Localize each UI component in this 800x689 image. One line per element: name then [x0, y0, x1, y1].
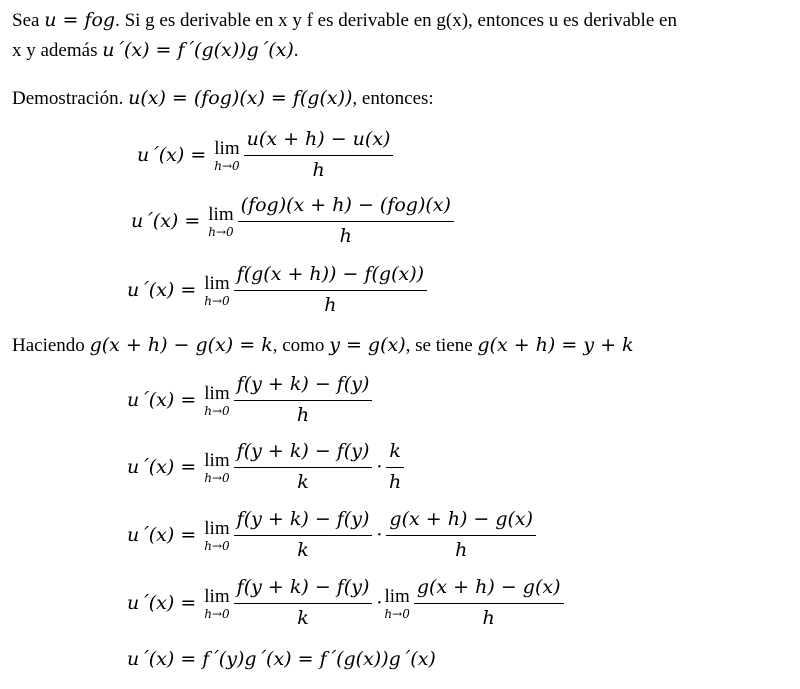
numerator: g(x + h) − g(x) [386, 508, 536, 536]
denominator: h [312, 158, 325, 181]
intro-line-2-prefix: x y además [12, 40, 103, 61]
fraction [238, 194, 454, 249]
haciendo-math-2: y = g(x) [329, 334, 406, 356]
numerator: k [386, 440, 404, 468]
demo-line [12, 86, 434, 111]
numerator: f(y + k) − f(y) [234, 576, 373, 604]
denominator: h [296, 403, 310, 426]
denominator: k [297, 606, 309, 629]
equation-lhs: u´(x) = [127, 592, 197, 614]
limit-word: lim [204, 585, 230, 607]
fraction [234, 263, 427, 318]
limit-word: lim [204, 449, 230, 471]
fraction [414, 576, 564, 631]
fraction [234, 576, 373, 631]
equation-lhs: u´(x) = [131, 210, 201, 232]
haciendo-text-1: Haciendo [12, 335, 90, 356]
equation-lhs: u´(x) = [137, 144, 207, 166]
haciendo-text-3: , se tiene [405, 335, 478, 356]
limit-word: lim [204, 517, 230, 539]
limit-word: lim [208, 203, 234, 225]
limit-word: lim [214, 137, 240, 159]
fraction [386, 440, 404, 495]
intro-line-2-suffix: . [293, 40, 299, 61]
fraction [386, 508, 536, 563]
multiplication-dot: · [376, 524, 383, 546]
equation-6 [127, 505, 538, 565]
final-equation: u´(x) = f´(y)g´(x) = f´(g(x))g´(x) [127, 648, 436, 670]
intro-line-2-math: u´(x) = f´(g(x))g´(x) [102, 39, 294, 61]
limit-subscript: h→0 [204, 606, 230, 621]
limit-subscript: h→0 [214, 158, 240, 173]
limit-subscript: h→0 [208, 224, 234, 239]
denominator: h [339, 224, 352, 247]
limit [204, 519, 229, 552]
intro-line-1-suffix: . Si g es derivable en x y f es derivable en g(x), entonces u es derivable en [115, 10, 677, 31]
intro-line-1-math: u = fog [44, 9, 116, 31]
demo-suffix: , entonces: [352, 88, 434, 109]
numerator: f(y + k) − f(y) [234, 508, 373, 536]
limit-subscript: h→0 [384, 606, 410, 621]
equation-4 [127, 370, 374, 430]
denominator: k [297, 538, 309, 561]
limit-word: lim [204, 382, 230, 404]
denominator: h [389, 470, 402, 493]
limit [204, 587, 229, 620]
multiplication-dot: · [376, 456, 383, 478]
numerator: u(x + h) − u(x) [244, 128, 394, 156]
limit [204, 384, 229, 417]
numerator: (fog)(x + h) − (fog)(x) [238, 194, 454, 222]
denominator: k [297, 470, 309, 493]
numerator: f(y + k) − f(y) [234, 440, 373, 468]
limit [208, 205, 233, 238]
haciendo-math-1: g(x + h) − g(x) = k [89, 334, 273, 356]
demo-math: u(x) = (fog)(x) = f(g(x)) [128, 87, 353, 109]
denominator: h [482, 606, 495, 629]
numerator: g(x + h) − g(x) [414, 576, 564, 604]
fraction [234, 440, 373, 495]
equation-lhs: u´(x) = [127, 389, 197, 411]
haciendo-text-2: , como [272, 335, 330, 356]
limit [384, 587, 409, 620]
denominator: h [455, 538, 468, 561]
haciendo-line [12, 333, 634, 358]
equation-lhs: u´(x) = [127, 279, 197, 301]
fraction [234, 373, 373, 428]
equation-7 [127, 573, 566, 633]
limit-subscript: h→0 [204, 538, 230, 553]
equation-lhs: u´(x) = [127, 456, 197, 478]
multiplication-dot: · [376, 592, 383, 614]
limit-subscript: h→0 [204, 293, 230, 308]
limit-word: lim [204, 272, 230, 294]
fraction [234, 508, 373, 563]
intro-line-1 [12, 8, 677, 33]
equation-1 [137, 125, 395, 185]
numerator: f(g(x + h)) − f(g(x)) [234, 263, 427, 291]
equation-2 [131, 191, 456, 251]
haciendo-math-3: g(x + h) = y + k [477, 334, 634, 356]
limit-word: lim [384, 585, 410, 607]
intro-line-1-prefix: Sea [12, 10, 45, 31]
limit-subscript: h→0 [204, 403, 230, 418]
equation-3 [127, 260, 429, 320]
equation-5 [127, 437, 406, 497]
limit [204, 451, 229, 484]
fraction [244, 128, 394, 183]
limit-subscript: h→0 [204, 470, 230, 485]
numerator: f(y + k) − f(y) [234, 373, 373, 401]
intro-line-2 [12, 38, 299, 63]
limit [214, 139, 239, 172]
demo-prefix: Demostración. [12, 88, 129, 109]
denominator: h [324, 293, 337, 316]
limit [204, 274, 229, 307]
equation-lhs: u´(x) = [127, 524, 197, 546]
